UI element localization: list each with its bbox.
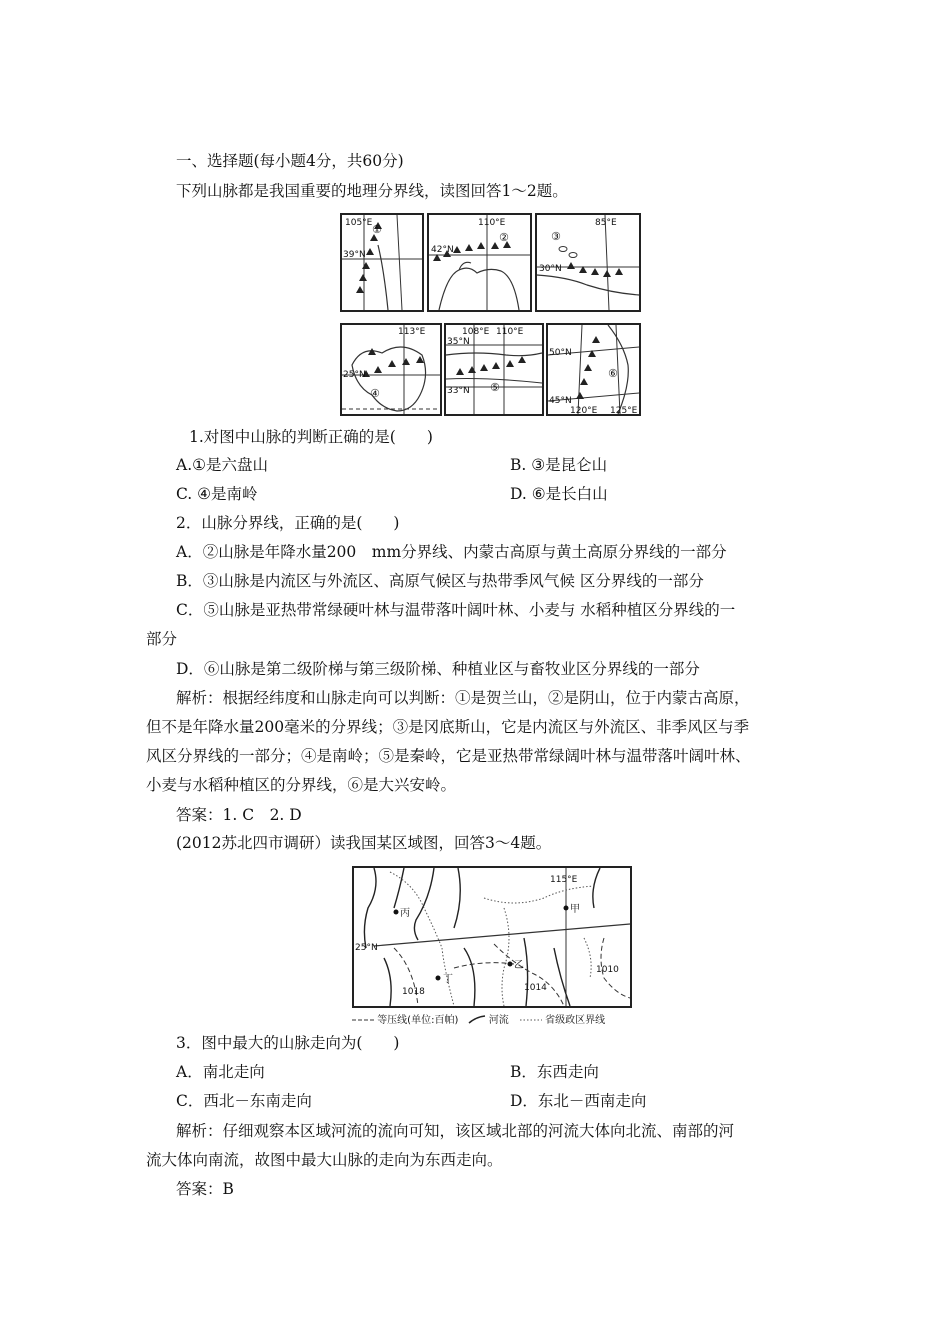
place-bing: 丙 (400, 908, 410, 919)
isobar-1010: 1010 (596, 965, 619, 975)
question-3-option-a: A．南北走向 (176, 1063, 265, 1081)
question-3-option-c: C．西北－东南走向 (176, 1092, 312, 1110)
panel-6-lat1-label: 50°N (549, 348, 572, 358)
regional-map (352, 866, 632, 1008)
isobar-1014: 1014 (524, 983, 547, 993)
panel-2-lat-label: 42°N (431, 245, 454, 255)
intro-question-3-4: (2012苏北四市调研）读我国某区域图，回答3～4题。 (176, 834, 552, 852)
panel-4-lat-label: 25°N (343, 370, 366, 380)
analysis-1-line-1: 解析：根据经纬度和山脉走向可以判断：①是贺兰山，②是阴山，位于内蒙古高原， (176, 689, 750, 707)
question-2-option-b: B．③山脉是内流区与外流区、高原气候区与热带季风气候 区分界线的一部分 (176, 572, 704, 590)
panel-3-lat-label: 30°N (539, 264, 562, 274)
map-panel-6 (546, 323, 641, 416)
analysis-2-line-1: 解析：仔细观察本区域河流的流向可知，该区域北部的河流大体向北流、南部的河 (176, 1122, 735, 1140)
panel-1-lon-label: 105°E (345, 218, 373, 228)
analysis-1-line-3: 风区分界线的一部分；④是南岭；⑤是秦岭，它是亚热带常绿阔叶林与温带落叶阔叶林、 (146, 747, 751, 765)
intro-question-1-2: 下列山脉都是我国重要的地理分界线，读图回答1～2题。 (176, 182, 568, 200)
panel-3-lon-label: 85°E (595, 218, 617, 228)
analysis-1-line-2: 但不是年降水量200毫米的分界线；③是冈底斯山，它是内流区与外流区、非季风区与季 (146, 718, 750, 736)
question-2-stem: 2．山脉分界线，正确的是( ) (176, 514, 400, 532)
panel-5-lat1-label: 35°N (447, 337, 470, 347)
question-1-option-a: A.①是六盘山 (176, 456, 269, 474)
map-panel-3 (535, 213, 641, 312)
river-legend-icon (468, 1015, 486, 1025)
panel-6-lat2-label: 45°N (549, 396, 572, 406)
panel-1-id: ① (372, 223, 382, 236)
isobar-1018: 1018 (402, 987, 425, 997)
legend-boundary: 省级政区界线 (545, 1015, 606, 1026)
section-title: 一、选择题(每小题4分，共60分) (176, 152, 404, 170)
panel-5-lon1-label: 108°E (462, 327, 490, 337)
panel-4-lon-label: 113°E (398, 327, 426, 337)
question-1-stem: 1.对图中山脉的判断正确的是( ) (189, 428, 433, 446)
legend-river: 河流 (488, 1015, 509, 1026)
answer-2: 答案：B (176, 1180, 234, 1198)
place-yi: 乙 (514, 960, 524, 971)
panel-6-lon1-label: 120°E (570, 406, 598, 414)
panel-6-id: ⑥ (608, 367, 618, 380)
panel-5-id: ⑤ (490, 381, 500, 394)
place-ding: 丁 (443, 974, 453, 985)
map-panel-4 (340, 323, 442, 416)
question-2-option-d: D．⑥山脉是第二级阶梯与第三级阶梯、种植业区与畜牧业区分界线的一部分 (176, 660, 700, 678)
map-panel-5 (444, 323, 544, 416)
panel-6-lon2-label: 125°E (610, 406, 638, 414)
question-3-stem: 3．图中最大的山脉走向为( ) (176, 1034, 400, 1052)
panel-1-lat-label: 39°N (343, 250, 366, 260)
isobar-legend-icon (352, 1016, 374, 1024)
map-panel-1 (340, 213, 424, 312)
question-3-option-b: B．东西走向 (510, 1063, 599, 1081)
analysis-1-line-4: 小麦与水稻种植区的分界线，⑥是大兴安岭。 (146, 776, 457, 794)
map-lon-label: 115°E (550, 875, 578, 885)
question-3-option-d: D．东北－西南走向 (510, 1092, 647, 1110)
analysis-2-line-2: 流大体向南流，故图中最大山脉的走向为东西走向。 (146, 1151, 503, 1169)
question-1-option-d: D. ⑥是长白山 (510, 485, 608, 503)
question-1-option-b: B. ③是昆仑山 (510, 456, 608, 474)
map-legend (352, 1011, 605, 1026)
question-2-option-c: C．⑤山脉是亚热带常绿硬叶林与温带落叶阔叶林、小麦与 水稻种植区分界线的一 (176, 601, 736, 619)
panel-5-lon2-label: 110°E (496, 327, 524, 337)
question-2-option-a: A．②山脉是年降水量200 mm分界线、内蒙古高原与黄土高原分界线的一部分 (176, 543, 727, 561)
panel-4-id: ④ (370, 387, 380, 400)
place-jia: 甲 (570, 904, 580, 915)
map-panel-2 (427, 213, 532, 312)
panel-5-lat2-label: 33°N (447, 386, 470, 396)
panel-2-id: ② (499, 231, 509, 244)
panel-3-id: ③ (551, 230, 561, 243)
boundary-legend-icon (520, 1016, 542, 1024)
map-lat-label: 25°N (355, 943, 378, 953)
question-2-option-c-cont: 部分 (146, 630, 178, 648)
answer-1: 答案：1. C 2. D (176, 806, 302, 824)
question-1-option-c: C. ④是南岭 (176, 485, 258, 503)
legend-isobar: 等压线(单位:百帕) (377, 1015, 459, 1026)
panel-2-lon-label: 110°E (478, 218, 506, 228)
